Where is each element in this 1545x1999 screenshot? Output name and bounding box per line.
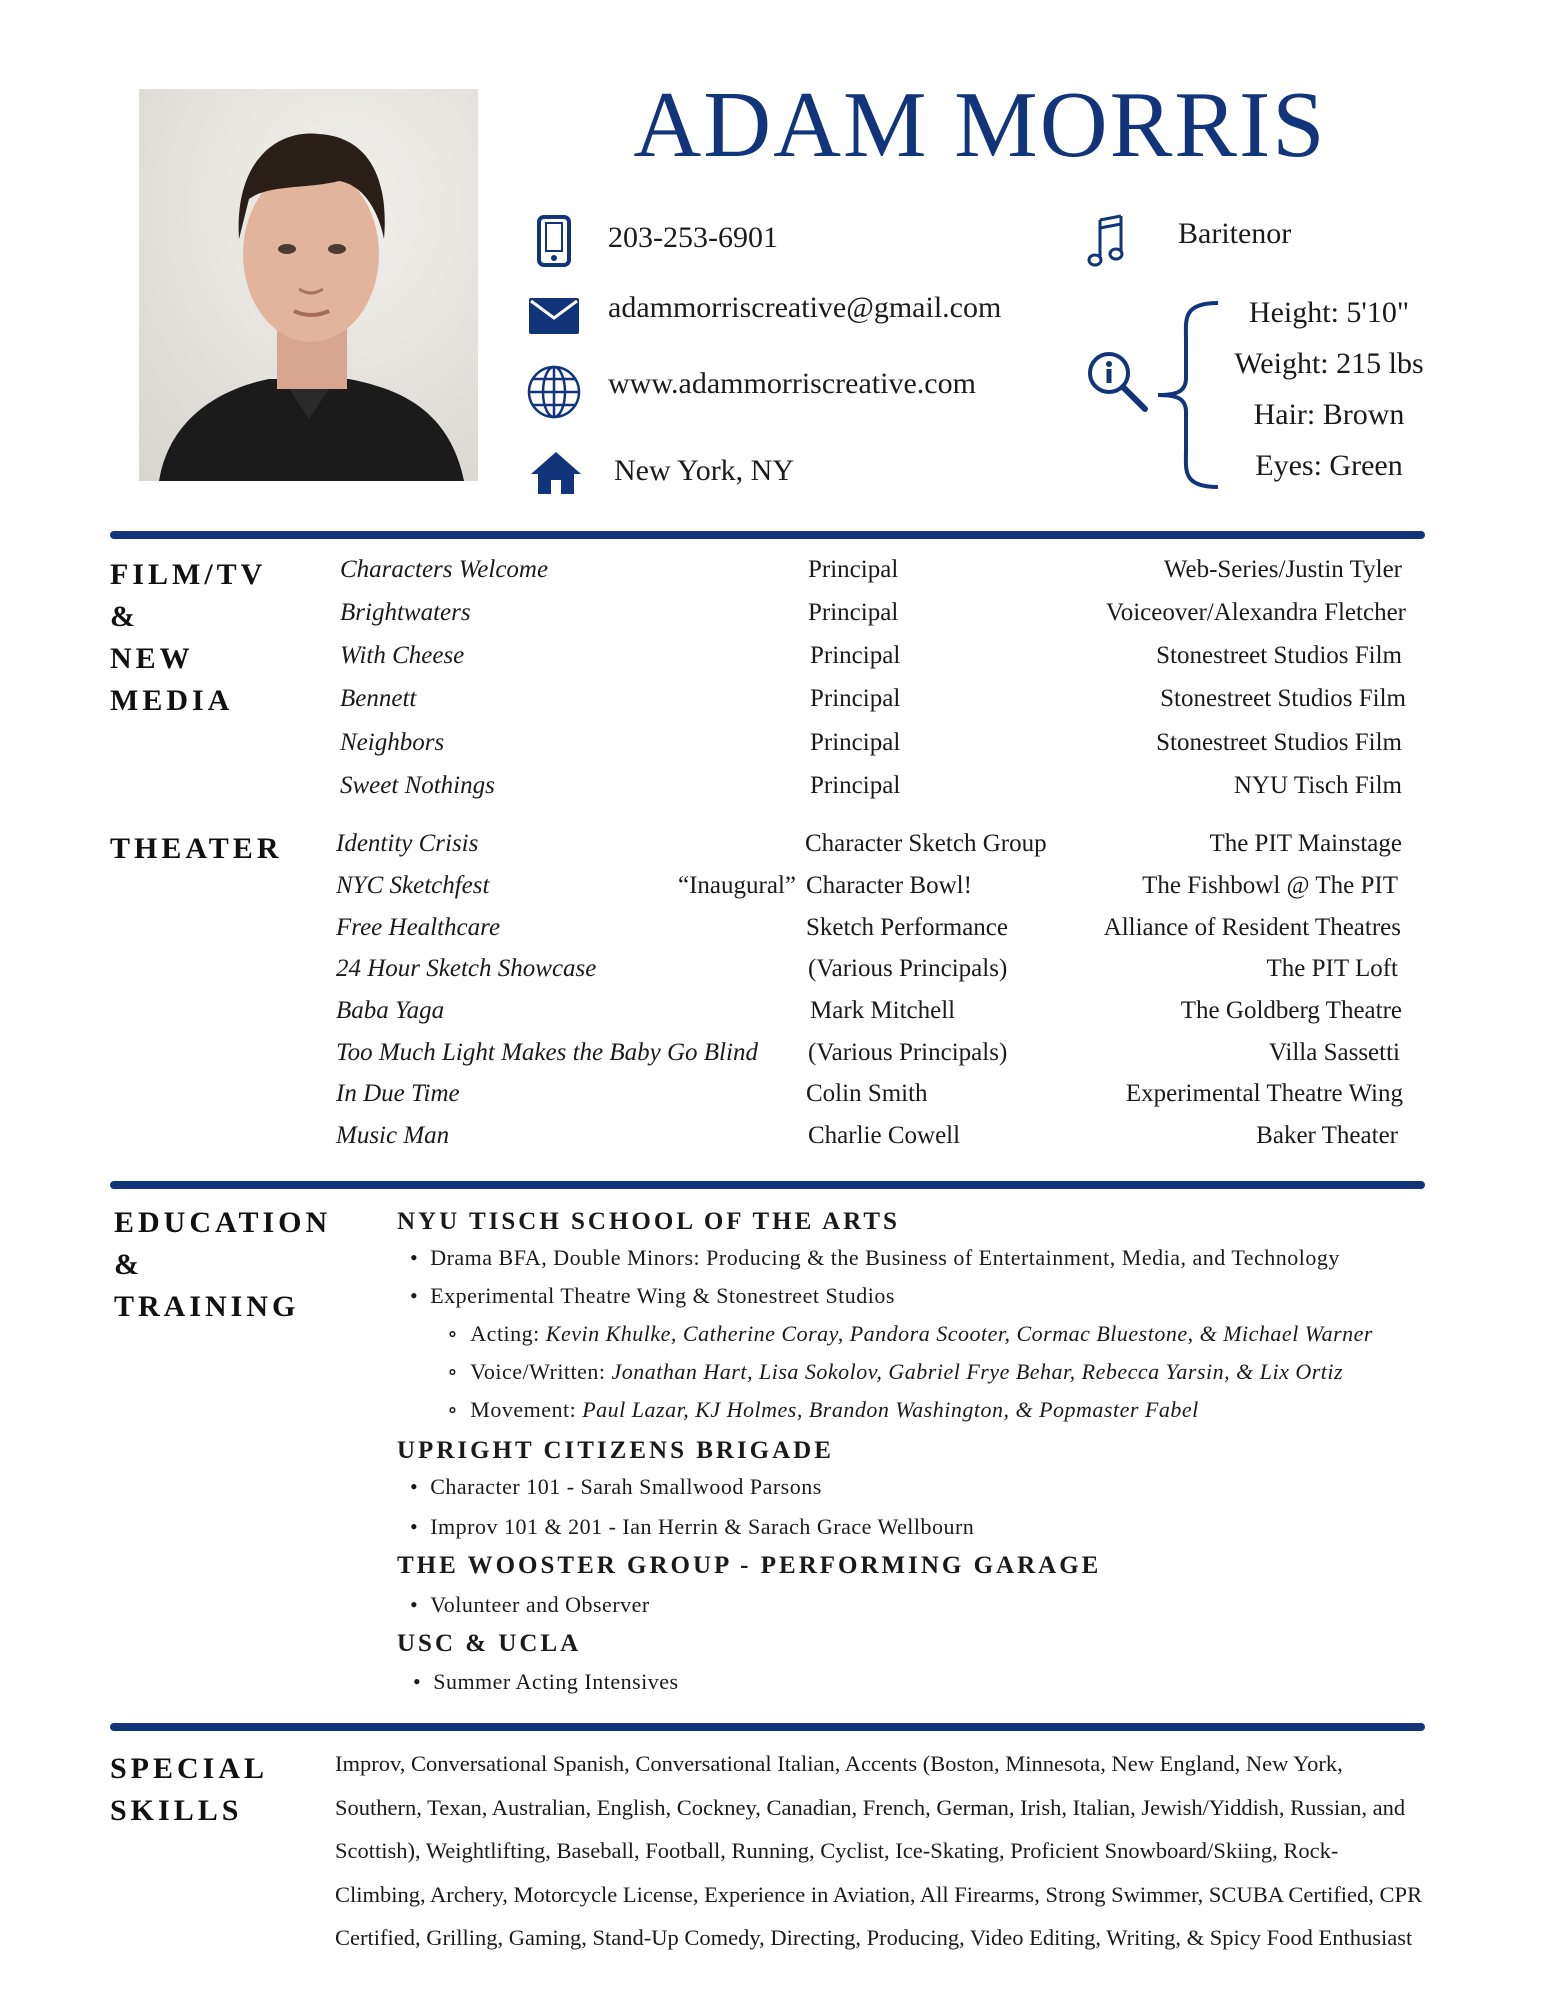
credit-title: 24 Hour Sketch Showcase xyxy=(336,955,597,982)
credit-venue: Stonestreet Studios Film xyxy=(1156,642,1402,669)
list-item: ∘ Voice/Written: Jonathan Hart, Lisa Sokolov, Gabriel Frye Behar, Rebecca Yarsin, & Lix Ortiz xyxy=(447,1359,1344,1384)
list-item: • Experimental Theatre Wing & Stonestreet Studios xyxy=(410,1283,895,1308)
credit-role: Character Bowl! xyxy=(806,872,972,899)
credit-title: With Cheese xyxy=(340,642,465,669)
credit-venue: The PIT Mainstage xyxy=(1209,830,1402,857)
credit-venue: Web-Series/Justin Tyler xyxy=(1163,556,1402,583)
credit-role: (Various Principals) xyxy=(808,955,1008,982)
section-title-theater: THEATER xyxy=(110,832,283,865)
credit-title: Baba Yaga xyxy=(336,997,445,1024)
stat-eyes: Eyes: Green xyxy=(1255,449,1403,482)
credit-title: Identity Crisis xyxy=(336,830,479,857)
location: New York, NY xyxy=(614,454,795,487)
info-search-icon xyxy=(1087,351,1151,413)
credit-venue: Stonestreet Studios Film xyxy=(1156,729,1402,756)
school-name-wooster: THE WOOSTER GROUP - PERFORMING GARAGE xyxy=(397,1552,1102,1579)
credit-role: Principal xyxy=(810,642,901,669)
credit-role: Charlie Cowell xyxy=(808,1122,961,1149)
credit-title: Sweet Nothings xyxy=(340,772,495,799)
credit-venue: Baker Theater xyxy=(1256,1122,1398,1149)
credit-title: Free Healthcare xyxy=(336,914,501,941)
school-name-usc: USC & UCLA xyxy=(397,1630,582,1657)
skills-text: Improv, Conversational Spanish, Conversational Italian, Accents (Boston, Minnesota, New England, New York, Southern, Texan, Australian, English, Cockney, Canadian, French, German, Irish, Italian, Jewish/Yiddish, Russian, and Scottish), Weightlifting, Baseball, Football, Running, Cyclist, Ice-Skating, Proficient Snowboard/Skiing, Rock- Climbing, Archery, Motorcycle License, Experience in Aviation, All Firearms, Strong Swimmer, SCUBA Certified, CPR Certified, Grilling, Gaming, Stand-Up Comedy, Directing, Producing, Video Editing, Writing, & Spicy Food Enthusiast xyxy=(335,1751,1423,1951)
credit-title: Bennett xyxy=(340,685,417,712)
school-name-ucb: UPRIGHT CITIZENS BRIGADE xyxy=(397,1437,834,1464)
section-title-skills: SPECIAL SKILLS xyxy=(110,1752,269,1827)
credit-title: Brightwaters xyxy=(340,599,471,626)
credit-venue: Villa Sassetti xyxy=(1268,1039,1400,1066)
credit-role: Mark Mitchell xyxy=(810,997,956,1024)
voice-type: Baritenor xyxy=(1178,217,1292,250)
credit-venue: Alliance of Resident Theatres xyxy=(1103,914,1401,941)
credit-role: (Various Principals) xyxy=(808,1039,1008,1066)
divider xyxy=(110,1181,1425,1189)
credit-role-prefix: “Inaugural” xyxy=(678,872,796,899)
credit-role: Character Sketch Group xyxy=(805,830,1047,857)
list-item: • Summer Acting Intensives xyxy=(413,1669,679,1694)
credit-venue: The Fishbowl @ The PIT xyxy=(1142,872,1398,899)
credit-role: Principal xyxy=(808,556,899,583)
list-item: • Volunteer and Observer xyxy=(410,1592,650,1617)
phone-icon xyxy=(537,215,571,267)
credit-venue: NYU Tisch Film xyxy=(1233,772,1402,799)
credit-title: Characters Welcome xyxy=(340,556,549,583)
credit-title: Music Man xyxy=(336,1122,450,1149)
credit-venue: Voiceover/Alexandra Fletcher xyxy=(1105,599,1406,626)
music-note-icon xyxy=(1087,214,1127,270)
list-item: • Character 101 - Sarah Smallwood Parsons xyxy=(410,1474,822,1499)
credit-role: Sketch Performance xyxy=(806,914,1009,941)
credit-role: Principal xyxy=(810,729,901,756)
mail-icon xyxy=(529,298,579,334)
credit-venue: The PIT Loft xyxy=(1266,955,1398,982)
phone-number: 203-253-6901 xyxy=(608,221,778,254)
candidate-name: ADAM MORRIS xyxy=(633,73,1327,177)
home-icon xyxy=(529,450,583,496)
list-item: • Drama BFA, Double Minors: Producing & the Business of Entertainment, Media, and Technology xyxy=(410,1245,1340,1270)
stat-hair: Hair: Brown xyxy=(1253,398,1405,431)
credit-title: Neighbors xyxy=(340,729,445,756)
stat-weight: Weight: 215 lbs xyxy=(1234,347,1424,380)
credit-venue: Experimental Theatre Wing xyxy=(1125,1080,1403,1107)
credit-role: Principal xyxy=(810,685,901,712)
credit-role: Principal xyxy=(810,772,901,799)
divider xyxy=(110,531,1425,539)
credit-role: Colin Smith xyxy=(806,1080,928,1107)
website-url: www.adammorriscreative.com xyxy=(608,367,976,400)
headshot-photo xyxy=(139,89,478,481)
credit-venue: The Goldberg Theatre xyxy=(1180,997,1402,1024)
credit-title: Too Much Light Makes the Baby Go Blind xyxy=(336,1039,758,1066)
globe-icon xyxy=(527,365,581,419)
list-item: ∘ Acting: Kevin Khulke, Catherine Coray, Pandora Scooter, Cormac Bluestone, & Michael Warner xyxy=(447,1321,1373,1346)
credit-venue: Stonestreet Studios Film xyxy=(1160,685,1406,712)
list-item: • Improv 101 & 201 - Ian Herrin & Sarach Grace Wellbourn xyxy=(410,1514,975,1539)
credit-role: Principal xyxy=(808,599,899,626)
list-item: ∘ Movement: Paul Lazar, KJ Holmes, Brandon Washington, & Popmaster Fabel xyxy=(447,1397,1199,1422)
school-name-nyu: NYU TISCH SCHOOL OF THE ARTS xyxy=(397,1208,900,1235)
credit-title: NYC Sketchfest xyxy=(336,872,490,899)
section-title-film-tv: FILM/TV & NEW MEDIA xyxy=(110,558,267,717)
credit-title: In Due Time xyxy=(336,1080,460,1107)
section-title-education: EDUCATION & TRAINING xyxy=(114,1206,332,1323)
divider xyxy=(110,1723,1425,1731)
email-address: adammorriscreative@gmail.com xyxy=(608,291,1002,324)
stat-height: Height: 5'10" xyxy=(1248,296,1410,329)
curly-brace xyxy=(1152,300,1222,490)
